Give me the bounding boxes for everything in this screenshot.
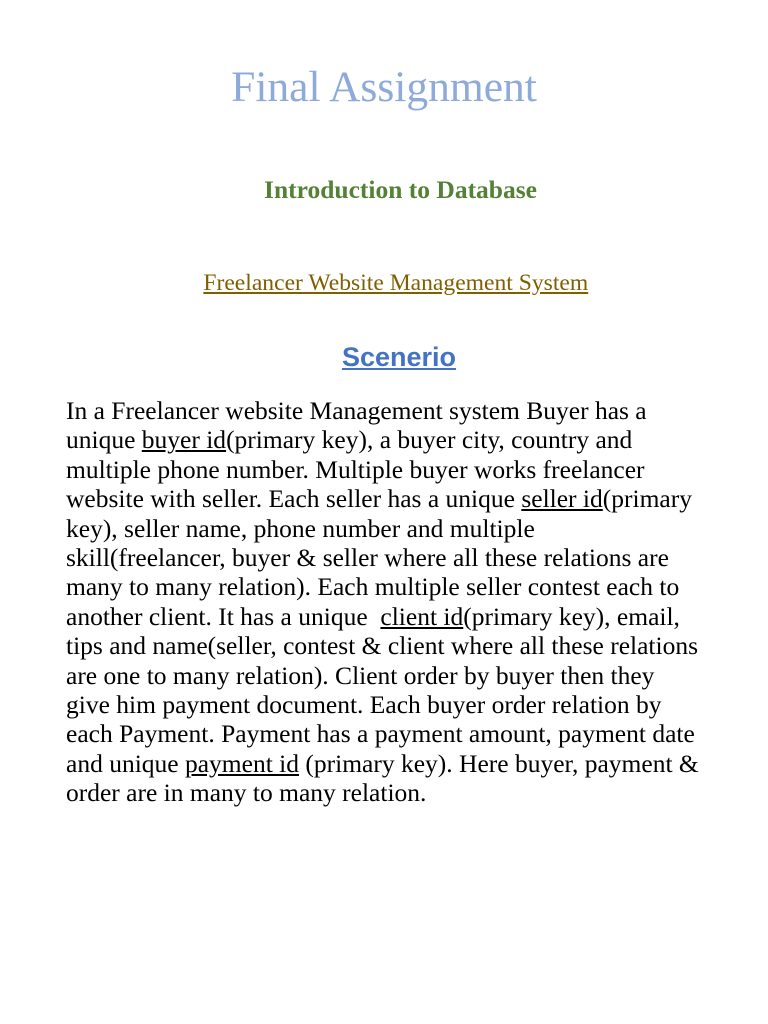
paragraph-text: (primary key). Here buyer, payment & <box>299 748 699 778</box>
paragraph-line <box>66 514 699 543</box>
paragraph-text: tips and name(seller, contest & client where all these relations <box>66 631 699 661</box>
paragraph-text: website with seller. Each seller has a unique <box>66 484 522 514</box>
underlined-key-term: payment id <box>184 748 299 778</box>
paragraph-line <box>66 690 699 719</box>
paragraph-text: skill(freelancer, buyer & seller where all these relations are <box>66 542 669 572</box>
paragraph-line <box>66 396 699 425</box>
paragraph-text: unique <box>66 425 142 455</box>
paragraph-text: order are in many to many relation. <box>66 778 427 808</box>
section-heading-text: Scenerio <box>341 342 457 372</box>
paragraph-line <box>66 425 699 454</box>
paragraph-line <box>66 543 699 572</box>
paragraph-text: (primary key), email, <box>463 601 680 631</box>
section-heading <box>0 317 768 398</box>
paragraph-text: each Payment. Payment has a payment amount, payment date <box>66 719 695 749</box>
paragraph-text: another client. It has a unique <box>66 601 381 631</box>
paragraph-text: give him payment document. Each buyer order relation by <box>66 689 662 719</box>
paragraph-line <box>66 778 699 807</box>
underlined-key-term: seller id <box>521 484 603 514</box>
paragraph-line <box>66 455 699 484</box>
underlined-key-term: buyer id <box>141 425 227 455</box>
paragraph-text: multiple phone number. Multiple buyer works freelancer <box>66 454 645 484</box>
paragraph-line <box>66 631 699 660</box>
project-title-text: Freelancer Website Management System <box>203 269 589 296</box>
scenario-paragraph <box>66 396 699 807</box>
paragraph-text: (primary <box>602 484 692 514</box>
project-title <box>0 248 768 319</box>
course-name: Introduction to Database <box>264 175 537 204</box>
paragraph-text: many to many relation). Each multiple seller contest each to <box>66 572 680 602</box>
paragraph-text: In a Freelancer website Management system Buyer has a <box>66 396 647 425</box>
underlined-key-term: client id <box>380 601 464 631</box>
paragraph-line <box>66 572 699 601</box>
paragraph-line <box>66 602 699 631</box>
paragraph-line <box>66 719 699 748</box>
paragraph-line <box>66 661 699 690</box>
paragraph-text: are one to many relation). Client order by buyer then they <box>66 660 655 690</box>
paragraph-text: and unique <box>66 748 185 778</box>
document-title: Final Assignment <box>231 63 537 111</box>
paragraph-line <box>66 484 699 513</box>
paragraph-text: (primary key), a buyer city, country and <box>226 425 633 455</box>
paragraph-text: key), seller name, phone number and multiple <box>66 513 535 543</box>
paragraph-line <box>66 749 699 778</box>
